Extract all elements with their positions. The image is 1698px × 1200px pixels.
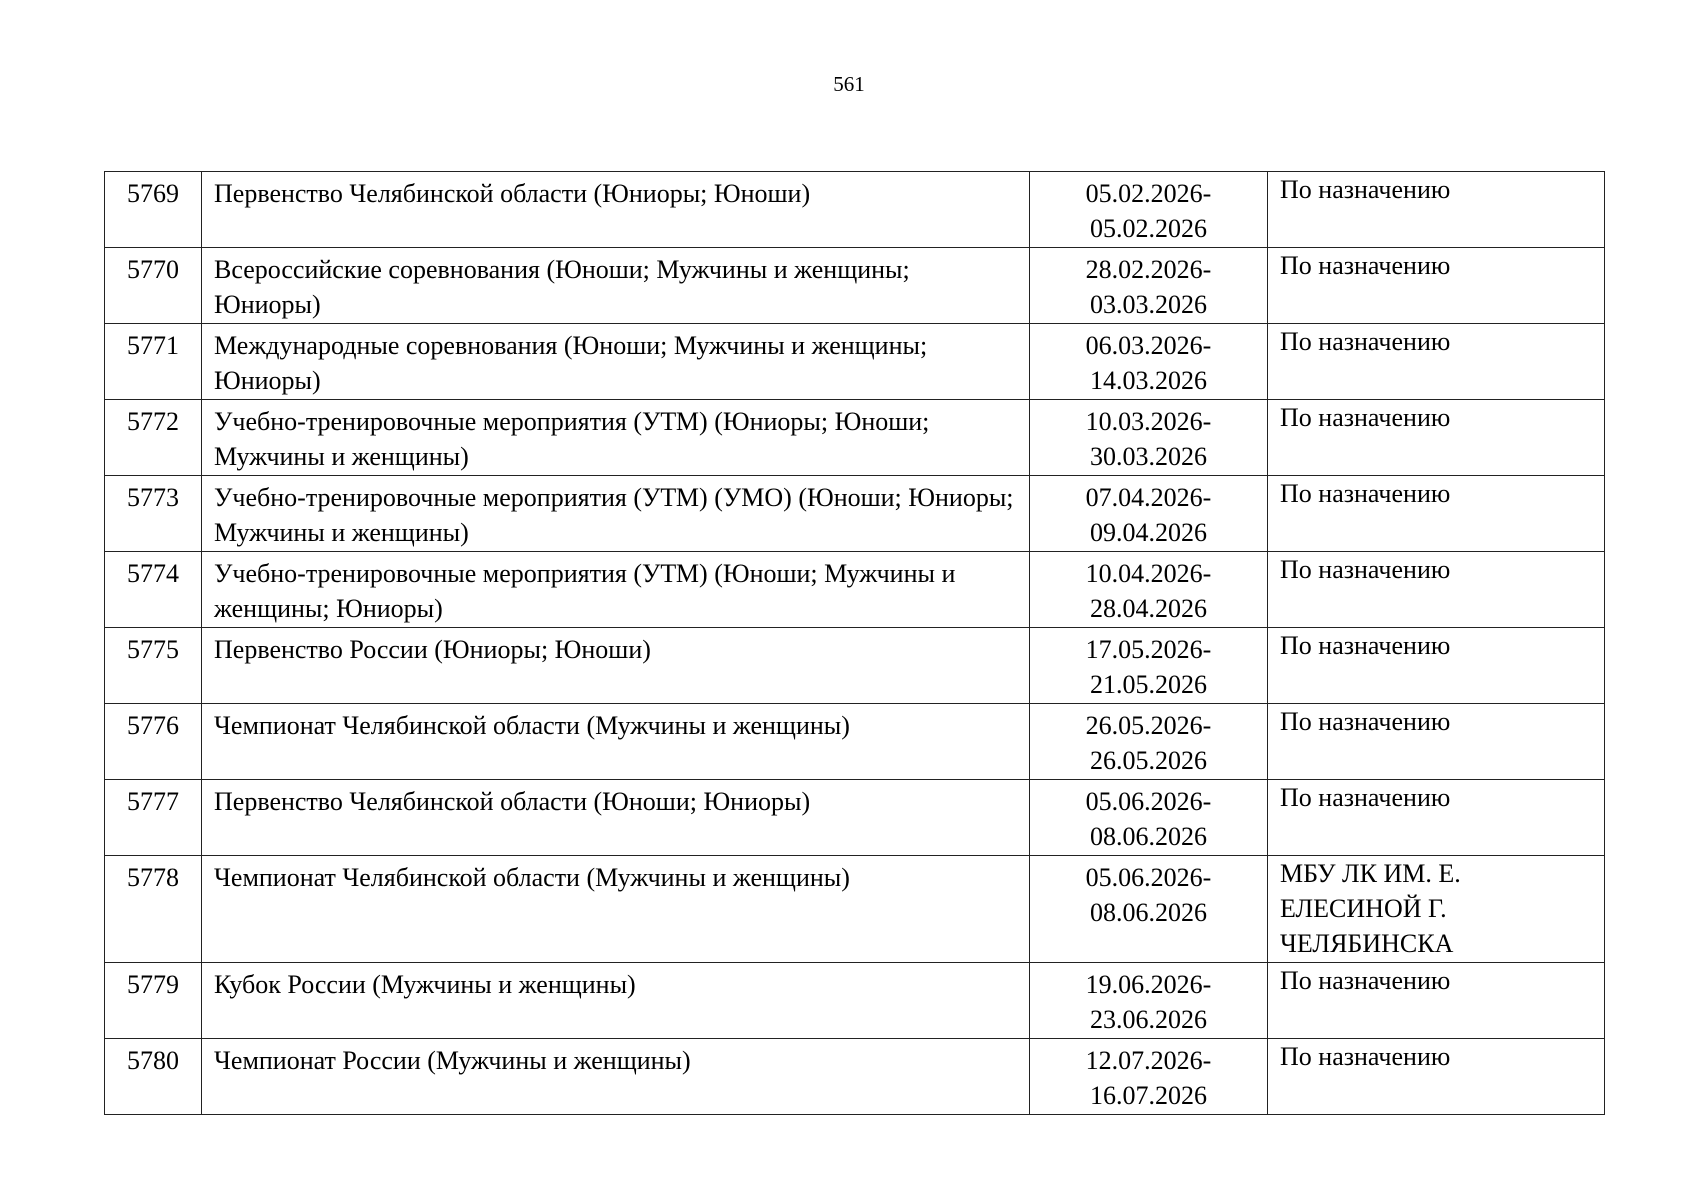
date-end: 30.03.2026: [1090, 442, 1207, 471]
table-row: [105, 780, 1605, 856]
date-end: 28.04.2026: [1090, 594, 1207, 623]
event-number: 5771: [105, 324, 202, 400]
event-place: По назначению: [1268, 963, 1605, 1039]
date-start: 19.06.2026-: [1085, 970, 1212, 999]
date-start: 12.07.2026-: [1085, 1046, 1212, 1075]
date-end: 03.03.2026: [1090, 290, 1207, 319]
event-place: По назначению: [1268, 172, 1605, 248]
table-row: [105, 856, 1605, 963]
table-row: [105, 628, 1605, 704]
event-name: Всероссийские соревнования (Юноши; Мужчины и женщины; Юниоры): [202, 248, 1030, 324]
event-number: 5772: [105, 400, 202, 476]
date-end: 23.06.2026: [1090, 1005, 1207, 1034]
place-line: МБУ ЛК ИМ. Е.: [1280, 859, 1461, 888]
event-place: По назначению: [1268, 1039, 1605, 1115]
event-dates: [1030, 856, 1268, 963]
date-end: 26.05.2026: [1090, 746, 1207, 775]
event-dates: [1030, 400, 1268, 476]
event-dates: [1030, 172, 1268, 248]
place-line: ЧЕЛЯБИНСКА: [1280, 929, 1454, 958]
event-place: По назначению: [1268, 628, 1605, 704]
event-place: По назначению: [1268, 400, 1605, 476]
date-end: 08.06.2026: [1090, 898, 1207, 927]
page-number: 561: [833, 72, 865, 96]
event-number: 5777: [105, 780, 202, 856]
event-name: Учебно-тренировочные мероприятия (УТМ) (Юноши; Мужчины и женщины; Юниоры): [202, 552, 1030, 628]
event-number: 5776: [105, 704, 202, 780]
table-row: [105, 324, 1605, 400]
table-row: [105, 1039, 1605, 1115]
date-end: 14.03.2026: [1090, 366, 1207, 395]
event-name: Первенство Челябинской области (Юниоры; Юноши): [202, 172, 1030, 248]
event-place: По назначению: [1268, 780, 1605, 856]
event-name: Первенство России (Юниоры; Юноши): [202, 628, 1030, 704]
date-start: 05.06.2026-: [1085, 787, 1212, 816]
event-name: Чемпионат Челябинской области (Мужчины и женщины): [202, 856, 1030, 963]
date-start: 10.03.2026-: [1085, 407, 1212, 436]
table-row: [105, 704, 1605, 780]
event-place: По назначению: [1268, 476, 1605, 552]
event-dates: [1030, 780, 1268, 856]
date-end: 05.02.2026: [1090, 214, 1207, 243]
event-place: По назначению: [1268, 552, 1605, 628]
date-start: 17.05.2026-: [1085, 635, 1212, 664]
event-name: Учебно-тренировочные мероприятия (УТМ) (УМО) (Юноши; Юниоры; Мужчины и женщины): [202, 476, 1030, 552]
table-row: [105, 400, 1605, 476]
event-name: Учебно-тренировочные мероприятия (УТМ) (Юниоры; Юноши; Мужчины и женщины): [202, 400, 1030, 476]
event-number: 5769: [105, 172, 202, 248]
event-name: Кубок России (Мужчины и женщины): [202, 963, 1030, 1039]
event-place: [1268, 856, 1605, 963]
table-row: [105, 963, 1605, 1039]
date-end: 16.07.2026: [1090, 1081, 1207, 1110]
date-end: 09.04.2026: [1090, 518, 1207, 547]
event-number: 5773: [105, 476, 202, 552]
date-end: 21.05.2026: [1090, 670, 1207, 699]
table-row: [105, 476, 1605, 552]
event-dates: [1030, 628, 1268, 704]
place-line: ЕЛЕСИНОЙ Г.: [1280, 894, 1447, 923]
event-dates: [1030, 1039, 1268, 1115]
event-place: По назначению: [1268, 324, 1605, 400]
date-end: 08.06.2026: [1090, 822, 1207, 851]
table-row: [105, 248, 1605, 324]
event-dates: [1030, 248, 1268, 324]
event-name: Чемпионат России (Мужчины и женщины): [202, 1039, 1030, 1115]
event-dates: [1030, 704, 1268, 780]
event-number: 5780: [105, 1039, 202, 1115]
event-number: 5770: [105, 248, 202, 324]
event-dates: [1030, 552, 1268, 628]
event-number: 5774: [105, 552, 202, 628]
event-place: По назначению: [1268, 704, 1605, 780]
date-start: 28.02.2026-: [1085, 255, 1212, 284]
events-table: [104, 171, 1605, 1115]
event-number: 5775: [105, 628, 202, 704]
event-number: 5778: [105, 856, 202, 963]
event-name: Первенство Челябинской области (Юноши; Юниоры): [202, 780, 1030, 856]
date-start: 10.04.2026-: [1085, 559, 1212, 588]
table-row: [105, 172, 1605, 248]
date-start: 26.05.2026-: [1085, 711, 1212, 740]
event-dates: [1030, 476, 1268, 552]
event-dates: [1030, 963, 1268, 1039]
date-start: 06.03.2026-: [1085, 331, 1212, 360]
event-dates: [1030, 324, 1268, 400]
event-name: Чемпионат Челябинской области (Мужчины и женщины): [202, 704, 1030, 780]
date-start: 07.04.2026-: [1085, 483, 1212, 512]
date-start: 05.02.2026-: [1085, 179, 1212, 208]
event-place: По назначению: [1268, 248, 1605, 324]
date-start: 05.06.2026-: [1085, 863, 1212, 892]
event-number: 5779: [105, 963, 202, 1039]
event-name: Международные соревнования (Юноши; Мужчины и женщины; Юниоры): [202, 324, 1030, 400]
table-row: [105, 552, 1605, 628]
